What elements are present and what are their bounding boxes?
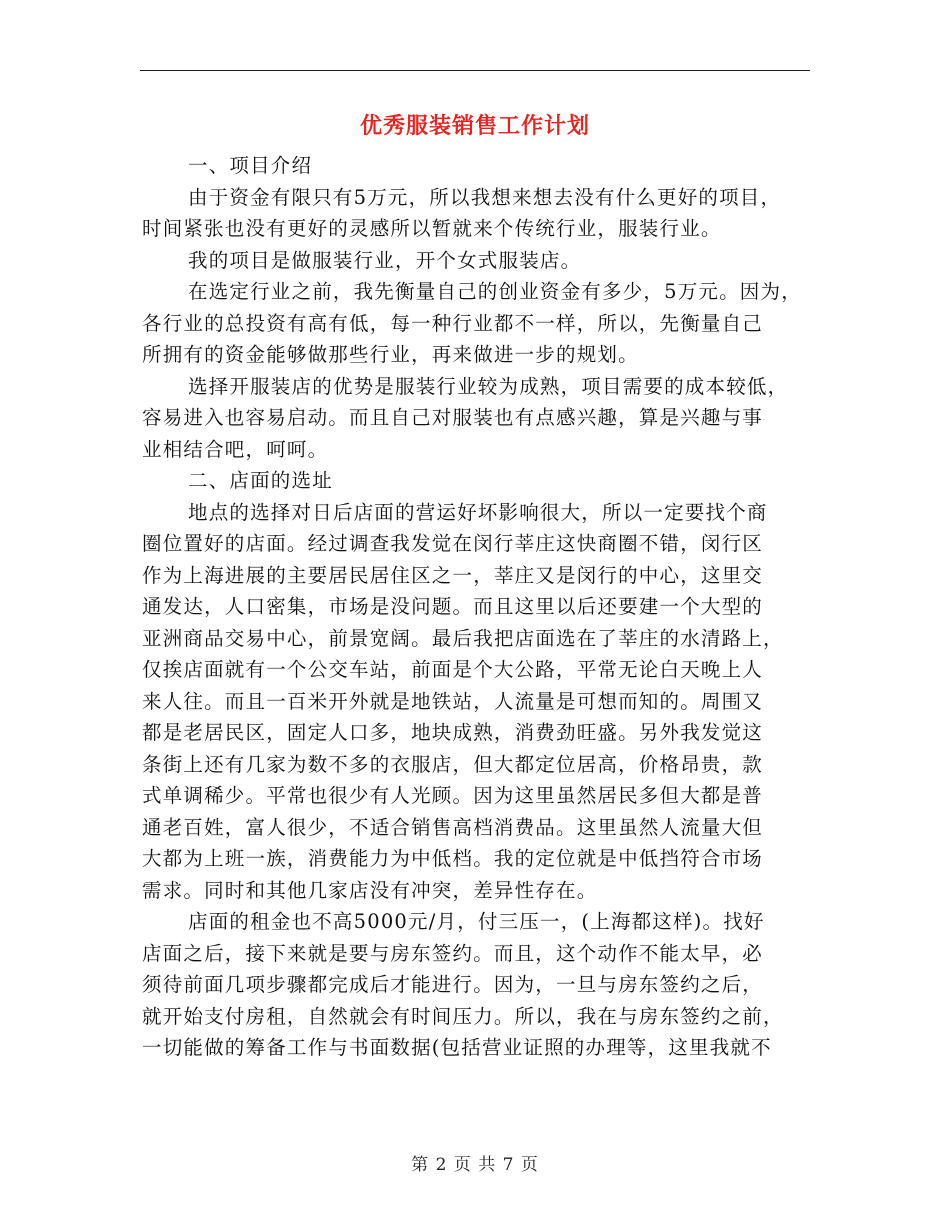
text-line: 就开始支付房租，自然就会有时间压力。所以，我在与房东签约之前，: [142, 1004, 784, 1028]
text-line: 一切能做的筹备工作与书面数据(包括营业证照的办理等，这里我就不: [142, 1036, 772, 1059]
text-line: 由于资金有限只有5万元，所以我想来想去没有什么更好的项目，: [188, 185, 782, 209]
text-line: 圈位置好的店面。经过调查我发觉在闵行莘庄这快商圈不错，闵行区: [142, 532, 764, 555]
text-line: 作为上海进展的主要居民居住区之一，莘庄又是闵行的中心，这里交: [142, 563, 764, 587]
text-line: 须待前面几项步骤都完成后才能进行。因为，一旦与房东签约之后，: [142, 973, 764, 996]
text-line: 时间紧张也没有更好的灵感所以暂就来个传统行业，服装行业。: [142, 217, 722, 240]
text-line: 式单调稀少。平常也很少有人光顾。因为这里虽然居民多但大都是普: [142, 784, 764, 807]
text-line: 一、项目介绍: [188, 154, 313, 177]
text-line: 仅挨店面就有一个公交车站，前面是个大公路，平常无论白天晚上人: [142, 658, 764, 681]
text-line: 需求。同时和其他几家店没有冲突，差异性存在。: [142, 878, 598, 902]
text-line: 亚洲商品交易中心，前景宽阔。最后我把店面选在了莘庄的水清路上，: [142, 626, 784, 650]
text-line: 大都为上班一族，消费能力为中低档。我的定位就是中低挡符合市场: [142, 847, 764, 870]
text-line: 各行业的总投资有高有低，每一种行业都不一样，所以，先衡量自己: [142, 311, 764, 335]
text-line: 店面之后，接下来就是要与房东签约。而且，这个动作不能太早，必: [142, 941, 764, 965]
text-line: 地点的选择对日后店面的营运好坏影响很大，所以一定要找个商: [188, 500, 768, 524]
text-line: 店面的租金也不高5000元/月，付三压一，(上海都这样)。找好: [188, 910, 765, 933]
text-line: 二、店面的选址: [188, 469, 333, 492]
text-line: 条街上还有几家为数不多的衣服店，但大都定位居高，价格昂贵，款: [142, 752, 764, 776]
text-line: 在选定行业之前，我先衡量自己的创业资金有多少，5万元。因为，: [188, 280, 802, 303]
header-rule: [140, 70, 810, 71]
text-line: 所拥有的资金能够做那些行业，再来做进一步的规划。: [142, 343, 639, 366]
text-line: 都是老居民区，固定人口多，地块成熟，消费劲旺盛。另外我发觉这: [142, 721, 764, 744]
text-line: 我的项目是做服装行业，开个女式服装店。: [188, 248, 582, 272]
text-line: 通发达，人口密集，市场是没问题。而且这里以后还要建一个大型的: [142, 595, 764, 618]
document-title: 优秀服装销售工作计划: [359, 113, 590, 139]
text-line: 业相结合吧，呵呵。: [142, 437, 329, 461]
page-number: 第 2 页 共 7 页: [411, 1155, 539, 1175]
document-body: [142, 150, 822, 1064]
text-line: 通老百姓，富人很少，不适合销售高档消费品。这里虽然人流量大但: [142, 815, 764, 839]
text-line: 选择开服装店的优势是服装行业较为成熟，项目需要的成本较低，: [188, 374, 789, 398]
text-line: 来人往。而且一百米开外就是地铁站，人流量是可想而知的。周围又: [142, 689, 764, 713]
text-line: 容易进入也容易启动。而且自己对服装也有点感兴趣，算是兴趣与事: [142, 406, 764, 429]
